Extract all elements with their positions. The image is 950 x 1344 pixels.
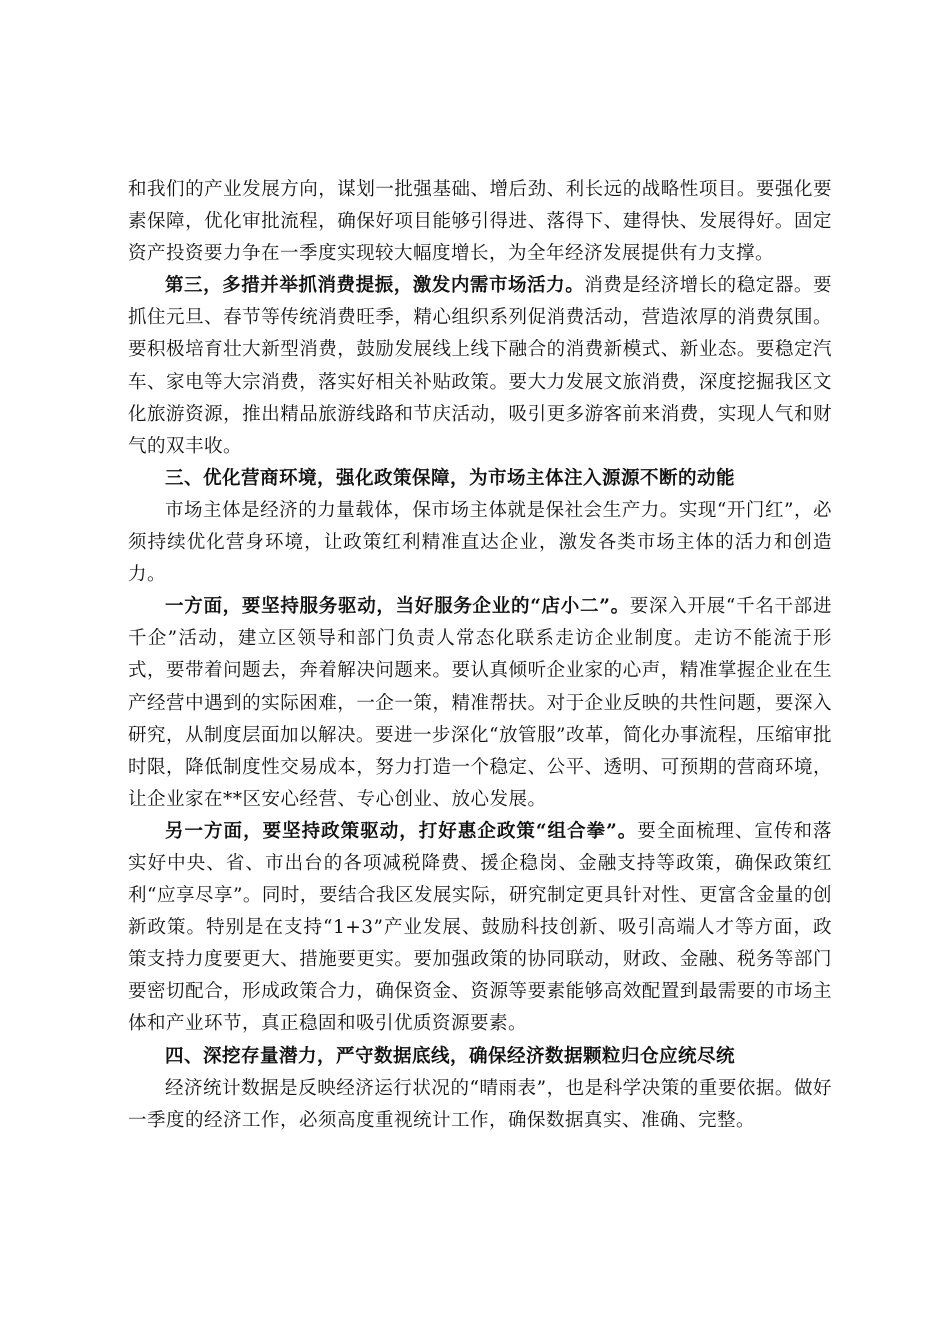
paragraph-market-entities <box>128 495 832 591</box>
paragraph-text: 消费是经济增长的稳定器。要抓住元旦、春节等传统消费旺季，精心组织系列促消费活动，营造浓厚的消费氛围。要积极培育壮大新型消费，鼓励发展线上线下融合的消费新模式、新业态。要稳定汽车、家电等大宗消费，落实好相关补贴政策。要大力发展文旅消费，深度挖掘我区文化旅游资源，推出精品旅游线路和节庆活动，吸引更多游客前来消费，实现人气和财气的双丰收。 <box>128 275 832 457</box>
paragraph-policy-driven <box>128 816 832 1041</box>
paragraph-lead: 第三，多措并举抓消费提振，激发内需市场活力。 <box>165 275 585 297</box>
paragraph-text: 和我们的产业发展方向，谋划一批强基础、增后劲、利长远的战略性项目。要强化要素保障，优化审批流程，确保好项目能够引得进、落得下、建得快、发展得好。固定资产投资要力争在一季度实现较大幅度增长，为全年经济发展提供有力支撑。 <box>128 179 832 265</box>
paragraph-text: 要深入开展“千名干部进千企”活动，建立区领导和部门负责人常态化联系走访企业制度。走访不能流于形式，要带着问题去，奔着解决问题来。要认真倾听企业家的心声，精准掌握企业在生产经营中遇到的实际困难，一企一策，精准帮扶。对于企业反映的共性问题，要深入研究，从制度层面加以解决。要进一步深化“放管服”改革，简化办事流程，压缩审批时限，降低制度性交易成本，努力打造一个稳定、公平、透明、可预期的营商环境，让企业家在**区安心经营、专心创业、放心发展。 <box>128 596 832 810</box>
paragraph-continuation <box>128 174 832 270</box>
section-heading-4: 四、深挖存量潜力，严守数据底线，确保经济数据颗粒归仓应统尽统 <box>165 1045 736 1067</box>
paragraph-text: 市场主体是经济的力量载体，保市场主体就是保社会生产力。实现“开门红”，必须持续优化营身环境，让政策红利精准直达企业，激发各类市场主体的活力和创造力。 <box>128 499 832 586</box>
section-heading-3: 三、优化营商环境，强化政策保障，为市场主体注入源源不断的动能 <box>165 467 736 489</box>
paragraph-lead: 另一方面，要坚持政策驱动，打好惠企政策“组合拳”。 <box>165 820 638 842</box>
paragraph-text: 要全面梳理、宣传和落实好中央、省、市出台的各项减税降费、援企稳岗、金融支持等政策，确保政策红利“应享尽享”。同时，要结合我区发展实际，研究制定更具针对性、更富含金量的创新政策。特别是在支持“1+3”产业发展、鼓励科技创新、吸引高端人才等方面，政策支持力度要更大、措施要更实。要加强政策的协同联动，财政、金融、税务等部门要密切配合，形成政策合力，确保资金、资源等要素能够高效配置到最需要的市场主体和产业环节，真正稳固和吸引优质资源要素。 <box>128 820 832 1035</box>
paragraph-service-driven <box>128 591 832 816</box>
paragraph-lead: 一方面，要坚持服务驱动，当好服务企业的“店小二”。 <box>165 596 630 618</box>
paragraph-text: 经济统计数据是反映经济运行状况的“晴雨表”，也是科学决策的重要依据。做好一季度的经济工作，必须高度重视统计工作，确保数据真实、准确、完整。 <box>128 1077 832 1131</box>
paragraph-statistics <box>128 1073 832 1137</box>
paragraph-consumption <box>128 270 832 463</box>
